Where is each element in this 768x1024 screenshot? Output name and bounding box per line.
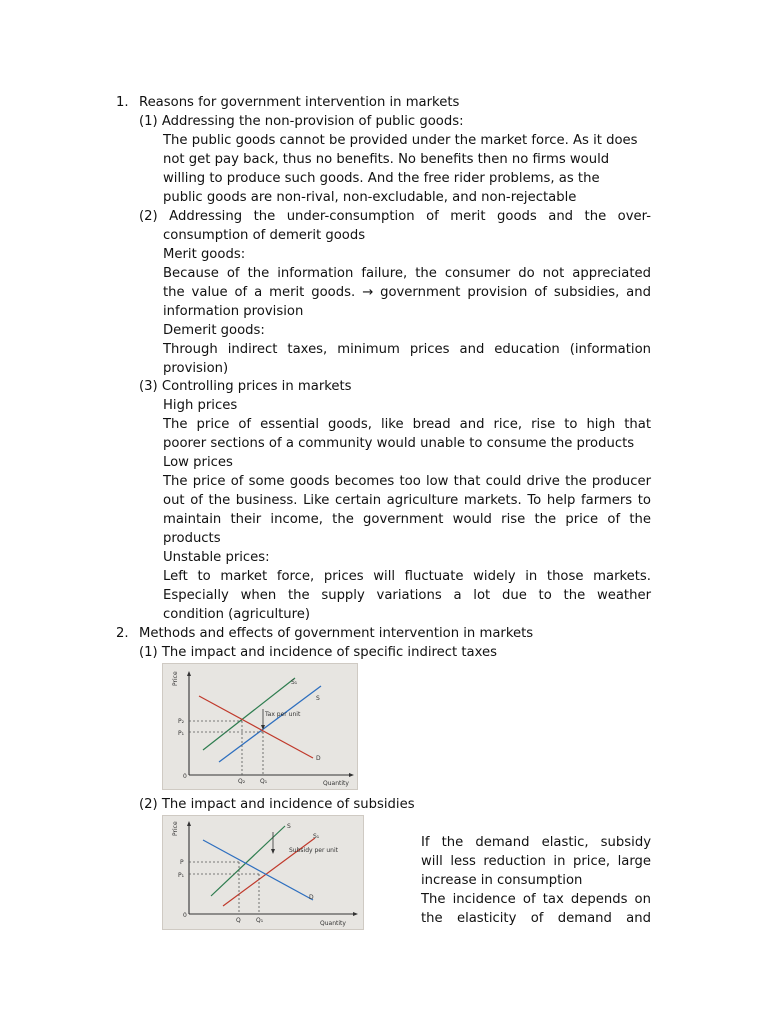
- paragraph-line: Especially when the supply variations a lot due to the weather: [163, 588, 651, 603]
- high-prices-heading: High prices: [163, 398, 238, 413]
- item-2-1-label: (1) The impact and incidence of specific indirect taxes: [139, 645, 497, 660]
- paragraph-line: poorer sections of a community would unable to consume the products: [163, 436, 635, 451]
- paragraph-line: products: [163, 531, 221, 546]
- d-label: D: [316, 755, 321, 762]
- item-1-1-label: (1) Addressing the non-provision of public goods:: [139, 114, 464, 129]
- q1-label: Q₁: [260, 778, 268, 785]
- section-1-number: 1.: [116, 95, 129, 110]
- y-axis-label: Price: [172, 671, 179, 686]
- paragraph-line: If the demand elastic, subsidy: [421, 835, 651, 850]
- paragraph-line: Because of the information failure, the consumer do not appreciated: [163, 266, 651, 281]
- subsidy-per-unit-label: Subsidy per unit: [289, 847, 338, 854]
- unstable-prices-heading: Unstable prices:: [163, 550, 270, 565]
- paragraph-line: Left to market force, prices will fluctuate widely in those markets.: [163, 569, 651, 584]
- paragraph-line: public goods are non-rival, non-excludable, and non-rejectable: [163, 190, 577, 205]
- paragraph-line: The public goods cannot be provided under the market force. As it does: [163, 133, 638, 148]
- high-prices-paragraph: [163, 415, 651, 453]
- y-axis-label: Price: [172, 821, 179, 836]
- s1-label: S₁: [313, 833, 320, 840]
- y-axis-arrow: [187, 821, 191, 826]
- p2-label: P₂: [178, 718, 185, 725]
- paragraph-line: condition (agriculture): [163, 607, 311, 622]
- unstable-prices-paragraph: [163, 567, 651, 624]
- x-axis-arrow: [353, 912, 358, 916]
- x-axis-label: Quantity: [323, 780, 349, 787]
- subsidy-arrow-head: [271, 849, 275, 854]
- merit-goods-paragraph: [163, 264, 651, 321]
- d-label: D: [309, 894, 314, 901]
- q-label: Q: [236, 917, 241, 924]
- paragraph-line: The price of some goods becomes too low that could drive the producer: [163, 474, 651, 489]
- subsidy-incidence-figure: [162, 815, 364, 930]
- s1-label: S₁: [291, 679, 298, 686]
- paragraph-line: out of the business. Like certain agriculture markets. To help farmers to: [163, 493, 651, 508]
- section-2-number: 2.: [116, 626, 129, 641]
- p-label: P: [180, 859, 184, 866]
- origin-label: 0: [183, 912, 187, 919]
- s-label: S: [287, 823, 291, 830]
- low-prices-paragraph: [163, 472, 651, 548]
- item-1-2-label-line2: consumption of demerit goods: [163, 228, 366, 243]
- merit-goods-heading: Merit goods:: [163, 247, 246, 262]
- paragraph-line: The incidence of tax depends on: [421, 892, 651, 907]
- section-1-title: Reasons for government intervention in markets: [139, 95, 460, 110]
- s-label: S: [316, 695, 320, 702]
- q1-label: Q₁: [256, 917, 264, 924]
- origin-label: 0: [183, 773, 187, 780]
- paragraph-line: The price of essential goods, like bread and rice, rise to high that: [163, 417, 651, 432]
- supply-curve-s: [211, 826, 285, 896]
- tax-incidence-graph: [163, 664, 357, 789]
- x-axis-label: Quantity: [320, 920, 346, 927]
- tax-per-unit-label: Tax per unit: [265, 711, 301, 718]
- section-2-title: Methods and effects of government intervention in markets: [139, 626, 534, 641]
- paragraph-line: Through indirect taxes, minimum prices and education (information: [163, 342, 651, 357]
- paragraph-line: information provision: [163, 304, 304, 319]
- subsidy-explanation: [421, 833, 651, 928]
- p1-label: P₁: [178, 730, 185, 737]
- demerit-goods-heading: Demerit goods:: [163, 323, 265, 338]
- paragraph-line: provision): [163, 361, 229, 376]
- low-prices-heading: Low prices: [163, 455, 233, 470]
- item-1-1-paragraph: [163, 131, 651, 207]
- p1-label: P₁: [178, 872, 185, 879]
- item-2-2-label: (2) The impact and incidence of subsidies: [139, 797, 415, 812]
- paragraph-line: increase in consumption: [421, 873, 583, 888]
- subsidy-incidence-graph: [163, 816, 363, 929]
- item-1-2-label-line1: (2) Addressing the under-consumption of merit goods and the over-: [139, 209, 651, 224]
- x-axis-arrow: [349, 773, 354, 777]
- q2-label: Q₂: [238, 778, 246, 785]
- y-axis-arrow: [187, 671, 191, 676]
- paragraph-line: the value of a merit goods. → government provision of subsidies, and: [163, 285, 651, 300]
- paragraph-line: the elasticity of demand and: [421, 911, 651, 926]
- paragraph-line: maintain their income, the government would rise the price of the: [163, 512, 651, 527]
- demerit-goods-paragraph: [163, 340, 651, 378]
- paragraph-line: will less reduction in price, large: [421, 854, 651, 869]
- item-1-3-label: (3) Controlling prices in markets: [139, 379, 352, 394]
- paragraph-line: willing to produce such goods. And the free rider problems, as the: [163, 171, 600, 186]
- paragraph-line: not get pay back, thus no benefits. No benefits then no firms would: [163, 152, 610, 167]
- tax-incidence-figure: [162, 663, 358, 790]
